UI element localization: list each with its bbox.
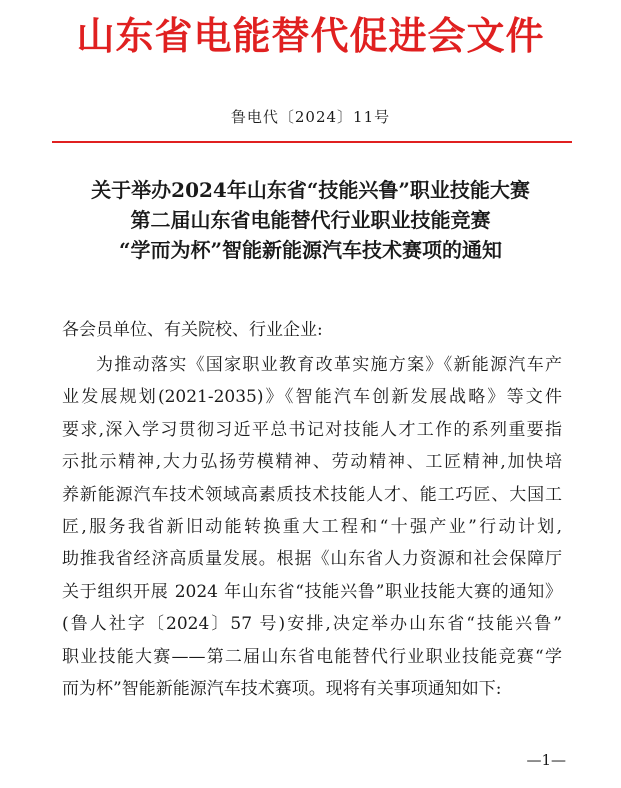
red-divider-rule — [52, 141, 572, 144]
red-divider-line — [52, 141, 572, 143]
body-line: 关于组织开展 2024 年山东省“技能兴鲁”职业技能大赛的通知》 — [62, 581, 562, 602]
notice-title-line-3: “学而为杯”智能新能源汽车技术赛项的通知 — [118, 238, 502, 262]
body-line: 养新能源汽车技术领域高素质技术技能人才、能工巧匠、大国工 — [62, 484, 562, 505]
notice-title-line-2: 第二届山东省电能替代行业职业技能竞赛 — [130, 208, 491, 232]
masthead-title: 山东省电能替代促进会文件 — [76, 13, 545, 58]
body-line: 而为杯”智能新能源汽车技术赛项。现将有关事项通知如下: — [62, 679, 502, 700]
body-line: 要求,深入学习贯彻习近平总书记对技能人才工作的系列重要指 — [62, 419, 562, 440]
body-line: 匠,服务我省新旧动能转换重大工程和“十强产业”行动计划, — [62, 517, 562, 538]
body-paragraph — [62, 349, 562, 705]
page-number: —1— — [526, 751, 566, 769]
body-line: 为推动落实《国家职业教育改革实施方案》《新能源汽车产 — [96, 355, 562, 375]
salutation: 各会员单位、有关院校、行业企业: — [62, 320, 323, 340]
notice-title — [40, 175, 581, 265]
body-line: 职业技能大赛——第二届山东省电能替代行业职业技能竞赛“学 — [62, 646, 562, 667]
document-number: 鲁电代〔2024〕11号 — [230, 108, 391, 126]
body-line: (鲁人社字〔2024〕57 号)安排,决定举办山东省“技能兴鲁” — [62, 614, 562, 635]
notice-title-line-1: 关于举办2024年山东省“技能兴鲁”职业技能大赛 — [91, 178, 530, 202]
body-line: 助推我省经济高质量发展。根据《山东省人力资源和社会保障厅 — [62, 549, 562, 570]
body-line: 业发展规划(2021-2035)》《智能汽车创新发展战略》等文件 — [62, 387, 562, 408]
body-line: 示批示精神,大力弘扬劳模精神、劳动精神、工匠精神,加快培 — [62, 452, 562, 473]
